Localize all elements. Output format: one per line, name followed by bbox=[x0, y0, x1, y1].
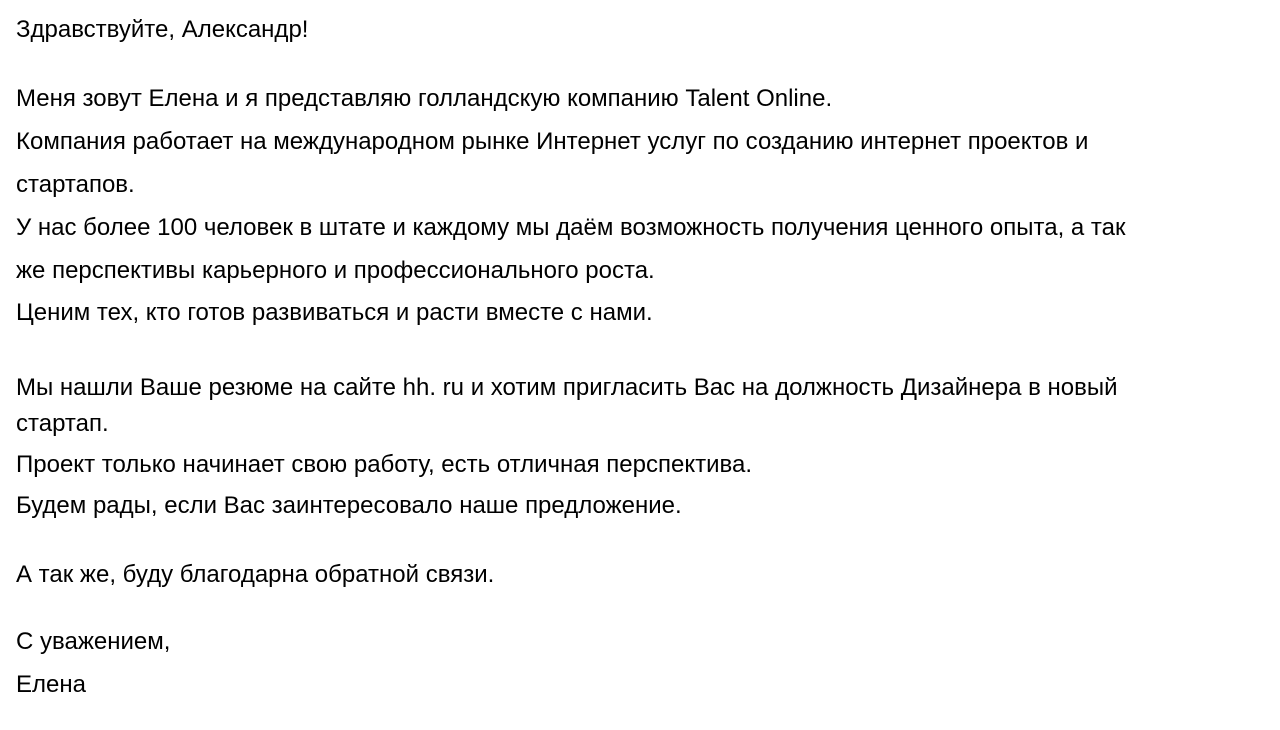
paragraph1-line-2: Компания работает на международном рынке Интернет услуг по созданию интернет проектов и bbox=[16, 128, 1089, 155]
paragraph2-line-3: Проект только начинает свою работу, есть отличная перспектива. bbox=[16, 451, 752, 478]
paragraph2-line-1: Мы нашли Ваше резюме на сайте hh. ru и хотим пригласить Вас на должность Дизайнера в новый bbox=[16, 374, 1118, 401]
paragraph1-line-3: стартапов. bbox=[16, 171, 135, 198]
paragraph1-line-5: же перспективы карьерного и профессионального роста. bbox=[16, 257, 655, 284]
paragraph1-line-1: Меня зовут Елена и я представляю голландскую компанию Talent Online. bbox=[16, 85, 833, 112]
greeting: Здравствуйте, Александр! bbox=[16, 16, 309, 43]
paragraph1-line-6: Ценим тех, кто готов развиваться и расти вместе с нами. bbox=[16, 299, 653, 326]
paragraph2-line-4: Будем рады, если Вас заинтересовало наше предложение. bbox=[16, 492, 682, 519]
paragraph1-line-4: У нас более 100 человек в штате и каждому мы даём возможность получения ценного опыта, а так bbox=[16, 214, 1126, 241]
feedback-line: А так же, буду благодарна обратной связи. bbox=[16, 561, 495, 588]
signature: Елена bbox=[16, 671, 86, 698]
closing: С уважением, bbox=[16, 628, 171, 655]
paragraph2-line-2: стартап. bbox=[16, 410, 109, 437]
